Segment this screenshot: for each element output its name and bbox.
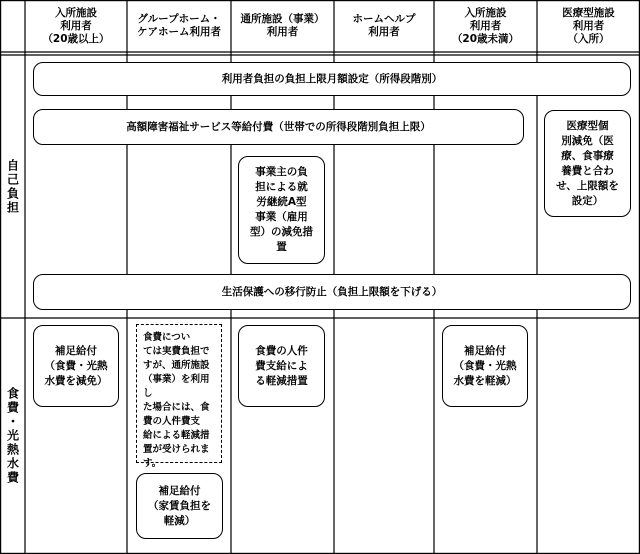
column-header-day-facility: 通所施設（事業） 利用者 xyxy=(240,13,325,38)
column-header-home-help: ホームヘルプ 利用者 xyxy=(352,13,416,38)
column-header-medical-facility: 医療型施設 利用者 （入所） xyxy=(562,6,615,45)
column-header-residential-adult: 入所施設 利用者 （20歳以上） xyxy=(42,6,110,45)
welfare-prevention-box: 生活保護への移行防止（負担上限額を下げる） xyxy=(33,274,631,310)
column-header-group-home: グループホーム・ ケアホーム利用者 xyxy=(137,13,221,38)
group-home-supplement-box: 補足給付 （家賃負担を 軽減） xyxy=(136,473,223,539)
column-header-residential-child: 入所施設 利用者 （20歳未満） xyxy=(451,6,520,45)
row-label-meal-utilities: 食費・光熱水費 xyxy=(5,387,20,485)
row-label-self-pay: 自己負担 xyxy=(5,158,20,215)
day-facility-meal-box: 食費の人件 費支給によ る軽減措置 xyxy=(238,325,325,407)
monthly-cap-box: 利用者負担の負担上限月額設定（所得段階別） xyxy=(33,62,631,96)
supplement-child-box: 補足給付 （食費・光熱 水費を軽減） xyxy=(442,325,528,407)
employer-reduction-box: 事業主の負 担による就 労継続A型 事業（雇用 型）の減免措 置 xyxy=(238,156,325,264)
supplement-adult-box: 補足給付 （食費・光熱 水費を減免） xyxy=(33,325,119,407)
high-cost-benefit-box: 高額障害福祉サービス等給付費（世帯での所得段階別負担上限） xyxy=(33,109,524,145)
group-home-note: 食費につい ては実費負担で すが、通所施設 （事業）を利用し た場合には、食 費の人件費支 給による軽減措 置が受けられま す。 xyxy=(136,324,222,463)
medical-reduction-box: 医療型個 別減免（医 療、食事療 養費と合わ せ、上限額を 設定） xyxy=(544,110,631,217)
